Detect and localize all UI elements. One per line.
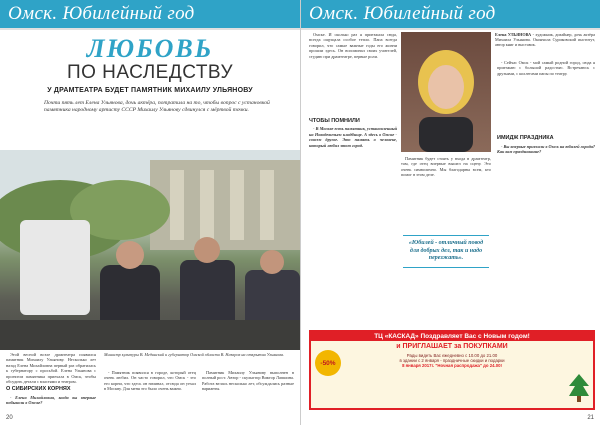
section-title-siberian: О СИБИРСКИХ КОРНЯХ	[6, 386, 71, 393]
left-column-3	[202, 370, 294, 393]
lead-paragraph: Почти пять лет Елена Ульянова, дочь актёра, потратила на то, чтобы вопрос с установкой памятника народному артисту СССР Михаилу Ульянову сдвинулся с мёртвой точки.	[44, 100, 270, 113]
header-left	[0, 0, 300, 28]
left-col3-body: Памятник Михаилу Ульянову выполнен в полный рост. Автор - скульптор Виктор Лапшина. Работа велась несколько лет, обсуждались разные варианты.	[202, 370, 294, 392]
portrait-photo	[401, 32, 491, 152]
left-column-1	[6, 352, 96, 407]
left-col1-body: Этой весной возле драмтеатра появился памятник Михаилу Ульянову. Несколько лет назад Елена Михайловна первый раз обратилась к губернатору с просьбой. Елена Ульянова с проектом памятника приехала в Омск, чтобы обсудить детали с властями и театром.	[6, 352, 96, 385]
header-divider-right	[301, 28, 600, 30]
header-left-title: Омск. Юбилейный год	[8, 3, 195, 24]
right-col3-body: - Сейчас Омск - мой самый родной город, сюда я приезжаю с большой радостью. Встречаюсь с друзьями, с коллегами папы по театру.	[497, 60, 595, 76]
photo-scene-icon	[0, 150, 300, 350]
christmas-tree-icon	[569, 374, 589, 404]
right-col2-body: Памятник будет стоять у входа в драмтеатр, там, где отец впервые вышел на сцену. Это очень символично. Мы благодарны всем, кто помог в этом деле.	[401, 156, 491, 178]
headline-line1: ЛЮБОВЬ	[86, 34, 214, 63]
header-divider	[0, 28, 300, 30]
page-number-right: 21	[587, 415, 594, 421]
portrait-icon	[401, 32, 491, 152]
section-title-remember: ЧТОБЫ ПОМНИЛИ	[309, 118, 360, 125]
ad-line-2: в здании с 2 января - праздничные скидки и подарки	[399, 358, 505, 364]
right-column-3	[497, 60, 595, 155]
page-right	[300, 0, 600, 425]
left-column-2	[104, 370, 196, 393]
ad-invite: и ПРИГЛАШАЕТ за ПОКУПКАМИ	[396, 343, 508, 350]
advertisement[interactable]	[309, 330, 595, 410]
header-right	[301, 0, 600, 28]
right-col1-body: Омске. И сколько раз я приезжала сюда, всегда ощущала особое тепло. Папа всегда говорил, что самые важные годы его жизни прошли здесь. Он вспоминал своих учителей, студию при драмтеатре, первые роли.	[309, 32, 397, 59]
bio-title: Елена УЛЬЯНОВА	[495, 32, 532, 37]
left-col2-body: - Памятник появился в городе, который отец очень любил. Он часто говорил, что Омск - это его корни, что здесь он начинал, отсюда он уехал в Москву. Для меня это было очень важно.	[104, 370, 196, 392]
bio-text: - художник, дизайнер, дочь актёра Михаила Ульянова. Окончила Суриковский институт, автор книг и выставок.	[495, 32, 595, 48]
headline-line2: ПО НАСЛЕДСТВУ	[66, 62, 234, 83]
headline	[0, 36, 300, 84]
left-col1-body2: - Елена Михайловна, когда вы впервые побывали в Омске?	[6, 394, 96, 406]
right-col3-body2: - Вы впервые приехали в Омск на юбилей города? Как вам празднование?	[497, 143, 595, 155]
header-right-title: Омск. Юбилейный год	[309, 3, 496, 24]
photo-caption: Министр культуры В. Мединский и губернатор Омской области В. Назаров на открытии Ульянова.	[104, 352, 285, 357]
ad-title: ТЦ «КАСКАД» Поздравляет Вас с Новым годом!	[311, 332, 593, 341]
ad-line-3: 8 января 2017г. "Ночная распродажа" до 24.00!	[402, 363, 502, 369]
right-col1-body2: - В Москве есть памятник, установленный на Новодевичьем кладбище. А здесь в Омске - совсем другое. Это память о человеке, который любил этот город.	[309, 126, 397, 148]
page-number-left: 20	[6, 415, 13, 421]
bio-box	[495, 32, 595, 48]
subheadline: У ДРАМТЕАТРА БУДЕТ ПАМЯТНИК МИХАИЛУ УЛЬЯНОВУ	[47, 87, 253, 94]
pull-quote: «Юбилей - отличный повод для добрых дел, так и надо перезжать».	[403, 235, 489, 268]
main-photo	[0, 150, 300, 350]
ad-discount-badge: -50%	[315, 350, 341, 376]
ad-line-1: Рады видеть Вас ежедневно с 10.00 до 21.00	[406, 353, 498, 358]
section-title-image: ИМИДЖ ПРАЗДНИКА	[497, 135, 554, 142]
right-column-1	[309, 32, 397, 149]
right-column-2	[401, 156, 491, 179]
